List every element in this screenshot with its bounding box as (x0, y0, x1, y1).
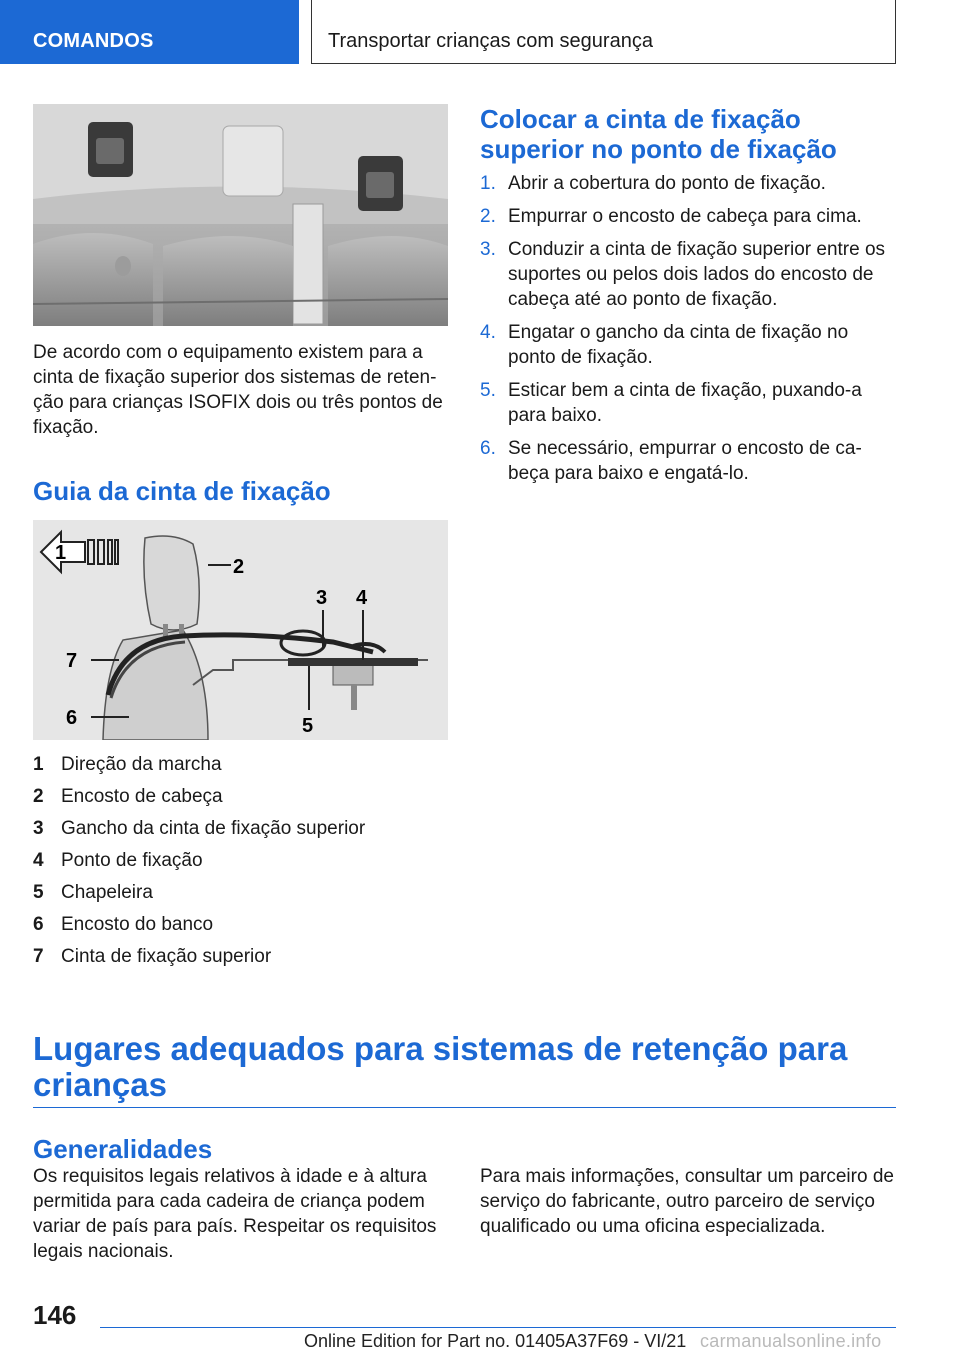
isofix-intro-text: De acordo com o equipamento existem para a cinta de fixação superior dos sistemas de retenção para crianças ISOFIX dois ou três pontos de fixação. (33, 342, 443, 438)
legend-item: 6 Encosto do banco (33, 914, 214, 935)
section-title: Lugares adequados para sistemas de retenção para crianças (33, 1030, 848, 1103)
list-item: 1. Abrir a cobertura do ponto de fixação. (480, 173, 826, 194)
list-item: 5. Esticar bem a cinta de fixação, puxando-a para baixo. (480, 380, 862, 426)
section-label: COMANDOS (33, 30, 154, 52)
legend-item: 1 Direção da marcha (33, 754, 222, 775)
guide-title: Guia da cinta de fixação (33, 476, 331, 506)
list-item: 2. Empurrar o encosto de cabeça para cima. (480, 206, 862, 227)
list-item: 6. Se necessário, empurrar o encosto de cabeça para baixo e engatá-lo. (480, 438, 862, 484)
requirements-text: Os requisitos legais relativos à idade e à altura permitida para cada cadeira de criança podem variar de país para país. Respeitar os requisitos legais nacionais. (33, 1166, 437, 1262)
anchor-cover-left (88, 122, 133, 177)
callout-6: 6 (66, 707, 78, 729)
tether-guide-diagram (33, 520, 448, 740)
topic-tab (311, 0, 896, 64)
anchor-cover-right (358, 156, 403, 211)
callout-3: 3 (316, 587, 328, 609)
legend-item: 5 Chapeleira (33, 882, 153, 903)
callout-4: 4 (356, 587, 368, 609)
more-info-text: Para mais informações, consultar um parceiro de serviço do fabricante, outro parceiro de serviço qualificado ou uma oficina especializada. (480, 1166, 894, 1237)
topic-label: Transportar crianças com segurança (328, 30, 653, 52)
section-divider (33, 1107, 896, 1108)
list-item: 3. Conduzir a cinta de fixação superior entre os suportes ou pelos dois lados do encosto de cabeça até ao ponto de fixação. (480, 239, 886, 310)
callout-1: 1 (55, 542, 67, 564)
page-number: 146 (33, 1300, 77, 1330)
callout-5: 5 (302, 715, 314, 737)
legend-item: 7 Cinta de fixação superior (33, 946, 272, 967)
attach-title: Colocar a cinta de fixação superior no ponto de fixação (480, 104, 837, 164)
diagram-legend (33, 752, 448, 976)
footer-divider (100, 1327, 896, 1328)
callout-2: 2 (233, 556, 245, 578)
legend-item: 3 Gancho da cinta de fixação superior (33, 818, 366, 839)
watermark: carmanualsonline.info (700, 1331, 882, 1351)
subsection-title: Generalidades (33, 1134, 213, 1164)
list-item: 4. Engatar o gancho da cinta de fixação no ponto de fixação. (480, 322, 849, 368)
callout-7: 7 (66, 650, 78, 672)
legend-item: 4 Ponto de fixação (33, 850, 203, 871)
edition-text: Online Edition for Part no. 01405A37F69 - VI/21 (304, 1331, 687, 1351)
section-tab (0, 0, 299, 64)
legend-item: 2 Encosto de cabeça (33, 786, 223, 807)
rear-shelf-photo (33, 104, 448, 326)
attach-steps-list (480, 171, 895, 494)
